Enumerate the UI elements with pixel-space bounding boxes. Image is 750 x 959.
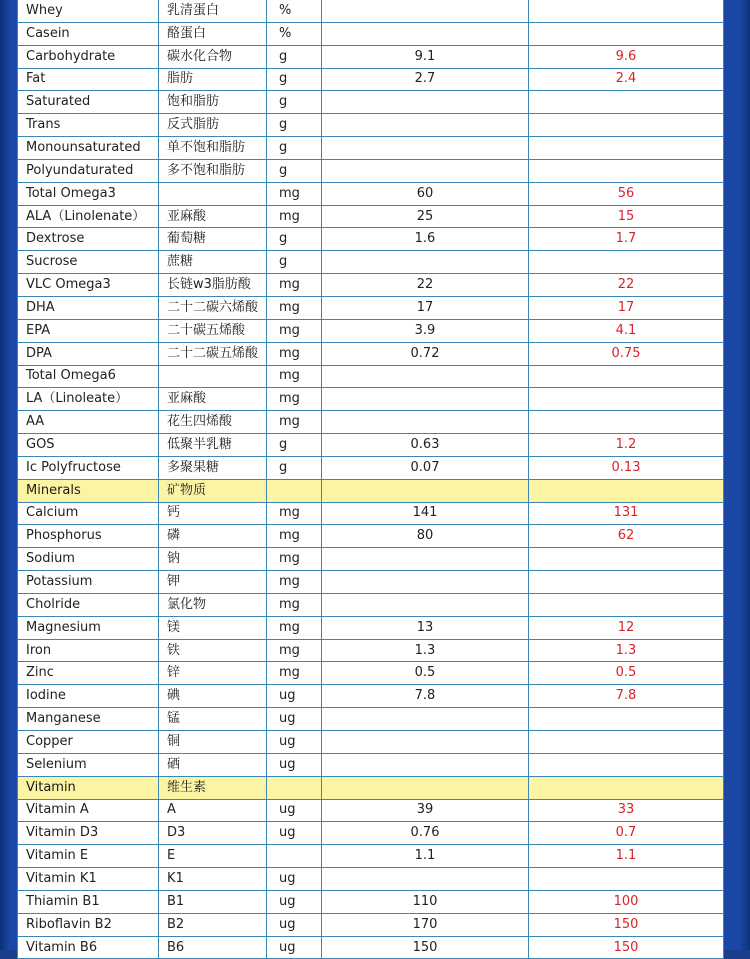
nutrient-unit: ug xyxy=(267,936,322,959)
nutrient-value-2 xyxy=(529,776,724,799)
nutrient-unit: ug xyxy=(267,868,322,891)
nutrient-value-1 xyxy=(322,91,529,114)
nutrient-name-cn: 花生四烯酸 xyxy=(159,411,267,434)
nutrient-name-cn: K1 xyxy=(159,868,267,891)
nutrient-unit: mg xyxy=(267,319,322,342)
nutrient-unit: mg xyxy=(267,525,322,548)
nutrient-name-en: Potassium xyxy=(18,571,159,594)
nutrient-value-1 xyxy=(322,868,529,891)
nutrient-unit: mg xyxy=(267,593,322,616)
nutrient-value-2 xyxy=(529,479,724,502)
nutrient-value-2: 12 xyxy=(529,616,724,639)
nutrient-value-2: 0.13 xyxy=(529,456,724,479)
nutrient-value-2 xyxy=(529,365,724,388)
nutrient-name-en: Selenium xyxy=(18,753,159,776)
table-row xyxy=(18,22,724,45)
table-row xyxy=(18,571,724,594)
nutrient-name-cn: B2 xyxy=(159,913,267,936)
section-header-row xyxy=(18,776,724,799)
nutrient-unit: mg xyxy=(267,388,322,411)
nutrient-value-2 xyxy=(529,708,724,731)
nutrient-value-1 xyxy=(322,388,529,411)
table-row xyxy=(18,502,724,525)
nutrient-name-cn: 葡萄糖 xyxy=(159,228,267,251)
nutrient-name-en: DPA xyxy=(18,342,159,365)
nutrient-value-2: 100 xyxy=(529,890,724,913)
nutrient-value-2: 4.1 xyxy=(529,319,724,342)
nutrient-value-2: 131 xyxy=(529,502,724,525)
nutrient-value-1 xyxy=(322,251,529,274)
nutrient-value-2: 15 xyxy=(529,205,724,228)
nutrient-value-2 xyxy=(529,571,724,594)
nutrient-unit: ug xyxy=(267,685,322,708)
nutrient-value-2: 150 xyxy=(529,936,724,959)
nutrient-name-cn xyxy=(159,365,267,388)
nutrient-name-cn: B6 xyxy=(159,936,267,959)
nutrient-name-cn: 维生素 xyxy=(159,776,267,799)
nutrient-value-1 xyxy=(322,0,529,22)
nutrient-name-cn: 酪蛋白 xyxy=(159,22,267,45)
nutrient-value-2 xyxy=(529,137,724,160)
nutrient-unit: ug xyxy=(267,799,322,822)
nutrient-unit: g xyxy=(267,45,322,68)
nutrient-value-1: 60 xyxy=(322,182,529,205)
table-row xyxy=(18,525,724,548)
nutrient-name-en: Cholride xyxy=(18,593,159,616)
nutrient-name-cn: 二十二碳五烯酸 xyxy=(159,342,267,365)
nutrient-name-cn: 多不饱和脂肪 xyxy=(159,159,267,182)
nutrient-name-cn: 钾 xyxy=(159,571,267,594)
nutrient-name-en: Iodine xyxy=(18,685,159,708)
nutrient-value-1 xyxy=(322,479,529,502)
nutrient-value-1: 25 xyxy=(322,205,529,228)
table-row xyxy=(18,548,724,571)
nutrient-name-cn: 蔗糖 xyxy=(159,251,267,274)
nutrient-unit: mg xyxy=(267,616,322,639)
nutrient-name-en: Vitamin D3 xyxy=(18,822,159,845)
nutrient-value-2 xyxy=(529,388,724,411)
nutrient-unit: ug xyxy=(267,731,322,754)
nutrient-name-cn: 铁 xyxy=(159,639,267,662)
nutrient-value-2 xyxy=(529,0,724,22)
nutrient-unit: mg xyxy=(267,274,322,297)
nutrient-name-cn: 二十碳五烯酸 xyxy=(159,319,267,342)
nutrient-name-cn: 二十二碳六烯酸 xyxy=(159,296,267,319)
nutrient-value-1 xyxy=(322,708,529,731)
table-row xyxy=(18,913,724,936)
nutrient-value-1: 9.1 xyxy=(322,45,529,68)
nutrient-value-2: 56 xyxy=(529,182,724,205)
table-row xyxy=(18,319,724,342)
table-row xyxy=(18,593,724,616)
nutrient-name-cn: 低聚半乳糖 xyxy=(159,434,267,457)
nutrient-name-cn: 矿物质 xyxy=(159,479,267,502)
nutrient-name-en: Vitamin B6 xyxy=(18,936,159,959)
nutrient-unit: g xyxy=(267,91,322,114)
nutrient-value-2 xyxy=(529,114,724,137)
nutrient-value-2: 22 xyxy=(529,274,724,297)
nutrient-name-en: GOS xyxy=(18,434,159,457)
nutrient-name-cn: 亚麻酸 xyxy=(159,205,267,228)
nutrient-name-cn: 饱和脂肪 xyxy=(159,91,267,114)
nutrient-value-2: 62 xyxy=(529,525,724,548)
nutrient-value-2 xyxy=(529,22,724,45)
nutrient-value-2 xyxy=(529,91,724,114)
nutrient-value-1: 150 xyxy=(322,936,529,959)
table-row xyxy=(18,411,724,434)
nutrient-value-2 xyxy=(529,548,724,571)
table-row xyxy=(18,639,724,662)
table-row xyxy=(18,868,724,891)
nutrient-unit: % xyxy=(267,22,322,45)
table-row xyxy=(18,890,724,913)
nutrient-name-cn: B1 xyxy=(159,890,267,913)
nutrient-unit xyxy=(267,479,322,502)
nutrient-name-en: Zinc xyxy=(18,662,159,685)
nutrient-value-1: 170 xyxy=(322,913,529,936)
nutrient-value-2: 1.3 xyxy=(529,639,724,662)
nutrient-name-cn: 钙 xyxy=(159,502,267,525)
table-row xyxy=(18,159,724,182)
table-row xyxy=(18,342,724,365)
nutrition-table-body xyxy=(18,0,724,959)
nutrient-name-en: Fat xyxy=(18,68,159,91)
nutrient-value-1: 0.07 xyxy=(322,456,529,479)
nutrient-name-en: Saturated xyxy=(18,91,159,114)
table-row xyxy=(18,228,724,251)
nutrient-value-1 xyxy=(322,776,529,799)
nutrient-unit: g xyxy=(267,137,322,160)
table-row xyxy=(18,708,724,731)
section-header-row xyxy=(18,479,724,502)
nutrient-name-cn: 单不饱和脂肪 xyxy=(159,137,267,160)
nutrient-value-1: 3.9 xyxy=(322,319,529,342)
nutrient-value-2: 0.75 xyxy=(529,342,724,365)
nutrient-value-1 xyxy=(322,731,529,754)
nutrient-value-1: 0.5 xyxy=(322,662,529,685)
nutrient-value-1 xyxy=(322,137,529,160)
nutrient-unit: g xyxy=(267,434,322,457)
table-row xyxy=(18,845,724,868)
nutrient-name-en: Polyundaturated xyxy=(18,159,159,182)
nutrient-name-en: Minerals xyxy=(18,479,159,502)
nutrient-value-1 xyxy=(322,365,529,388)
nutrient-name-cn xyxy=(159,182,267,205)
nutrient-value-2: 7.8 xyxy=(529,685,724,708)
nutrient-name-en: EPA xyxy=(18,319,159,342)
nutrient-name-cn: 氯化物 xyxy=(159,593,267,616)
nutrient-name-en: Dextrose xyxy=(18,228,159,251)
nutrient-value-2: 0.5 xyxy=(529,662,724,685)
nutrient-value-1: 2.7 xyxy=(322,68,529,91)
nutrient-name-en: Whey xyxy=(18,0,159,22)
nutrient-value-2: 150 xyxy=(529,913,724,936)
nutrient-name-en: Monounsaturated xyxy=(18,137,159,160)
nutrient-name-cn: 脂肪 xyxy=(159,68,267,91)
nutrient-name-en: Riboflavin B2 xyxy=(18,913,159,936)
nutrient-unit: % xyxy=(267,0,322,22)
table-row xyxy=(18,137,724,160)
table-row xyxy=(18,182,724,205)
nutrient-unit: g xyxy=(267,68,322,91)
nutrient-name-en: Trans xyxy=(18,114,159,137)
nutrient-name-en: AA xyxy=(18,411,159,434)
nutrient-value-2: 0.7 xyxy=(529,822,724,845)
nutrient-unit xyxy=(267,845,322,868)
table-row xyxy=(18,296,724,319)
nutrient-value-1: 0.63 xyxy=(322,434,529,457)
nutrient-value-1: 1.3 xyxy=(322,639,529,662)
nutrient-name-en: Manganese xyxy=(18,708,159,731)
nutrient-name-cn: A xyxy=(159,799,267,822)
nutrient-name-cn: 铜 xyxy=(159,731,267,754)
nutrient-name-cn: 碳水化合物 xyxy=(159,45,267,68)
nutrient-name-en: DHA xyxy=(18,296,159,319)
nutrient-value-1 xyxy=(322,159,529,182)
table-row xyxy=(18,799,724,822)
nutrient-value-1: 80 xyxy=(322,525,529,548)
nutrient-unit: mg xyxy=(267,296,322,319)
nutrient-value-1 xyxy=(322,22,529,45)
nutrient-value-1: 0.72 xyxy=(322,342,529,365)
table-row xyxy=(18,0,724,22)
nutrition-table xyxy=(17,0,724,959)
table-row xyxy=(18,731,724,754)
table-row xyxy=(18,91,724,114)
nutrient-value-2: 1.1 xyxy=(529,845,724,868)
nutrient-name-cn: 锰 xyxy=(159,708,267,731)
nutrient-unit: g xyxy=(267,114,322,137)
nutrient-name-cn: 碘 xyxy=(159,685,267,708)
table-row xyxy=(18,753,724,776)
table-row xyxy=(18,114,724,137)
nutrient-value-1: 110 xyxy=(322,890,529,913)
nutrient-unit: ug xyxy=(267,822,322,845)
nutrient-value-1: 39 xyxy=(322,799,529,822)
nutrient-name-en: Sucrose xyxy=(18,251,159,274)
nutrient-unit: mg xyxy=(267,639,322,662)
nutrient-unit: ug xyxy=(267,753,322,776)
nutrient-name-cn: 磷 xyxy=(159,525,267,548)
nutrient-unit: g xyxy=(267,228,322,251)
table-row xyxy=(18,45,724,68)
nutrient-name-en: Vitamin A xyxy=(18,799,159,822)
nutrient-name-cn: 长链w3脂肪酸 xyxy=(159,274,267,297)
table-row xyxy=(18,205,724,228)
table-row xyxy=(18,434,724,457)
table-row xyxy=(18,68,724,91)
nutrient-name-en: Vitamin xyxy=(18,776,159,799)
table-row xyxy=(18,616,724,639)
nutrient-name-en: Vitamin E xyxy=(18,845,159,868)
nutrient-value-1: 22 xyxy=(322,274,529,297)
nutrient-value-1 xyxy=(322,548,529,571)
nutrient-name-cn: 钠 xyxy=(159,548,267,571)
table-row xyxy=(18,685,724,708)
nutrient-unit: g xyxy=(267,456,322,479)
nutrient-unit: mg xyxy=(267,571,322,594)
table-row xyxy=(18,274,724,297)
nutrient-unit: mg xyxy=(267,411,322,434)
nutrient-unit: mg xyxy=(267,182,322,205)
nutrient-value-1 xyxy=(322,114,529,137)
nutrient-value-2 xyxy=(529,593,724,616)
nutrient-name-en: Phosphorus xyxy=(18,525,159,548)
nutrient-value-2: 1.7 xyxy=(529,228,724,251)
table-row xyxy=(18,936,724,959)
table-row xyxy=(18,662,724,685)
nutrient-name-en: Total Omega3 xyxy=(18,182,159,205)
nutrient-name-cn: 硒 xyxy=(159,753,267,776)
nutrient-unit: g xyxy=(267,251,322,274)
nutrient-unit: mg xyxy=(267,342,322,365)
nutrient-value-1: 1.6 xyxy=(322,228,529,251)
nutrient-name-en: Ic Polyfructose xyxy=(18,456,159,479)
nutrient-name-en: Casein xyxy=(18,22,159,45)
nutrient-value-2: 1.2 xyxy=(529,434,724,457)
nutrient-value-2 xyxy=(529,868,724,891)
nutrient-name-en: Total Omega6 xyxy=(18,365,159,388)
nutrient-unit: ug xyxy=(267,890,322,913)
nutrient-name-en: Carbohydrate xyxy=(18,45,159,68)
nutrient-name-en: Magnesium xyxy=(18,616,159,639)
nutrient-name-cn: E xyxy=(159,845,267,868)
nutrient-name-en: VLC Omega3 xyxy=(18,274,159,297)
nutrient-unit: mg xyxy=(267,365,322,388)
nutrient-value-1 xyxy=(322,753,529,776)
nutrient-name-en: LA（Linoleate） xyxy=(18,388,159,411)
nutrient-value-2: 17 xyxy=(529,296,724,319)
nutrient-name-en: Iron xyxy=(18,639,159,662)
nutrient-value-2: 9.6 xyxy=(529,45,724,68)
nutrient-value-1: 1.1 xyxy=(322,845,529,868)
nutrient-value-2 xyxy=(529,159,724,182)
nutrient-name-cn: 亚麻酸 xyxy=(159,388,267,411)
nutrient-name-en: Sodium xyxy=(18,548,159,571)
nutrient-value-1 xyxy=(322,593,529,616)
nutrient-unit: mg xyxy=(267,548,322,571)
nutrient-name-cn: 镁 xyxy=(159,616,267,639)
nutrient-unit: mg xyxy=(267,662,322,685)
nutrient-name-en: Calcium xyxy=(18,502,159,525)
nutrient-value-1: 7.8 xyxy=(322,685,529,708)
nutrient-unit: ug xyxy=(267,913,322,936)
nutrient-name-en: ALA（Linolenate） xyxy=(18,205,159,228)
table-row xyxy=(18,388,724,411)
nutrient-value-2: 33 xyxy=(529,799,724,822)
nutrient-value-1: 13 xyxy=(322,616,529,639)
nutrient-name-cn: D3 xyxy=(159,822,267,845)
nutrient-name-en: Copper xyxy=(18,731,159,754)
table-row xyxy=(18,365,724,388)
nutrient-unit xyxy=(267,776,322,799)
nutrient-name-cn: 反式脂肪 xyxy=(159,114,267,137)
nutrient-name-en: Thiamin B1 xyxy=(18,890,159,913)
nutrient-value-1: 0.76 xyxy=(322,822,529,845)
nutrient-name-cn: 多聚果糖 xyxy=(159,456,267,479)
table-row xyxy=(18,456,724,479)
nutrient-value-2 xyxy=(529,731,724,754)
nutrient-unit: ug xyxy=(267,708,322,731)
nutrient-value-2: 2.4 xyxy=(529,68,724,91)
nutrient-name-cn: 锌 xyxy=(159,662,267,685)
nutrient-value-2 xyxy=(529,753,724,776)
nutrient-unit: mg xyxy=(267,205,322,228)
nutrient-name-en: Vitamin K1 xyxy=(18,868,159,891)
nutrient-value-2 xyxy=(529,411,724,434)
nutrient-value-1 xyxy=(322,411,529,434)
nutrient-value-2 xyxy=(529,251,724,274)
nutrient-value-1: 141 xyxy=(322,502,529,525)
nutrient-value-1: 17 xyxy=(322,296,529,319)
table-row xyxy=(18,822,724,845)
table-row xyxy=(18,251,724,274)
nutrient-unit: g xyxy=(267,159,322,182)
nutrient-value-1 xyxy=(322,571,529,594)
nutrient-name-cn: 乳清蛋白 xyxy=(159,0,267,22)
nutrient-unit: mg xyxy=(267,502,322,525)
